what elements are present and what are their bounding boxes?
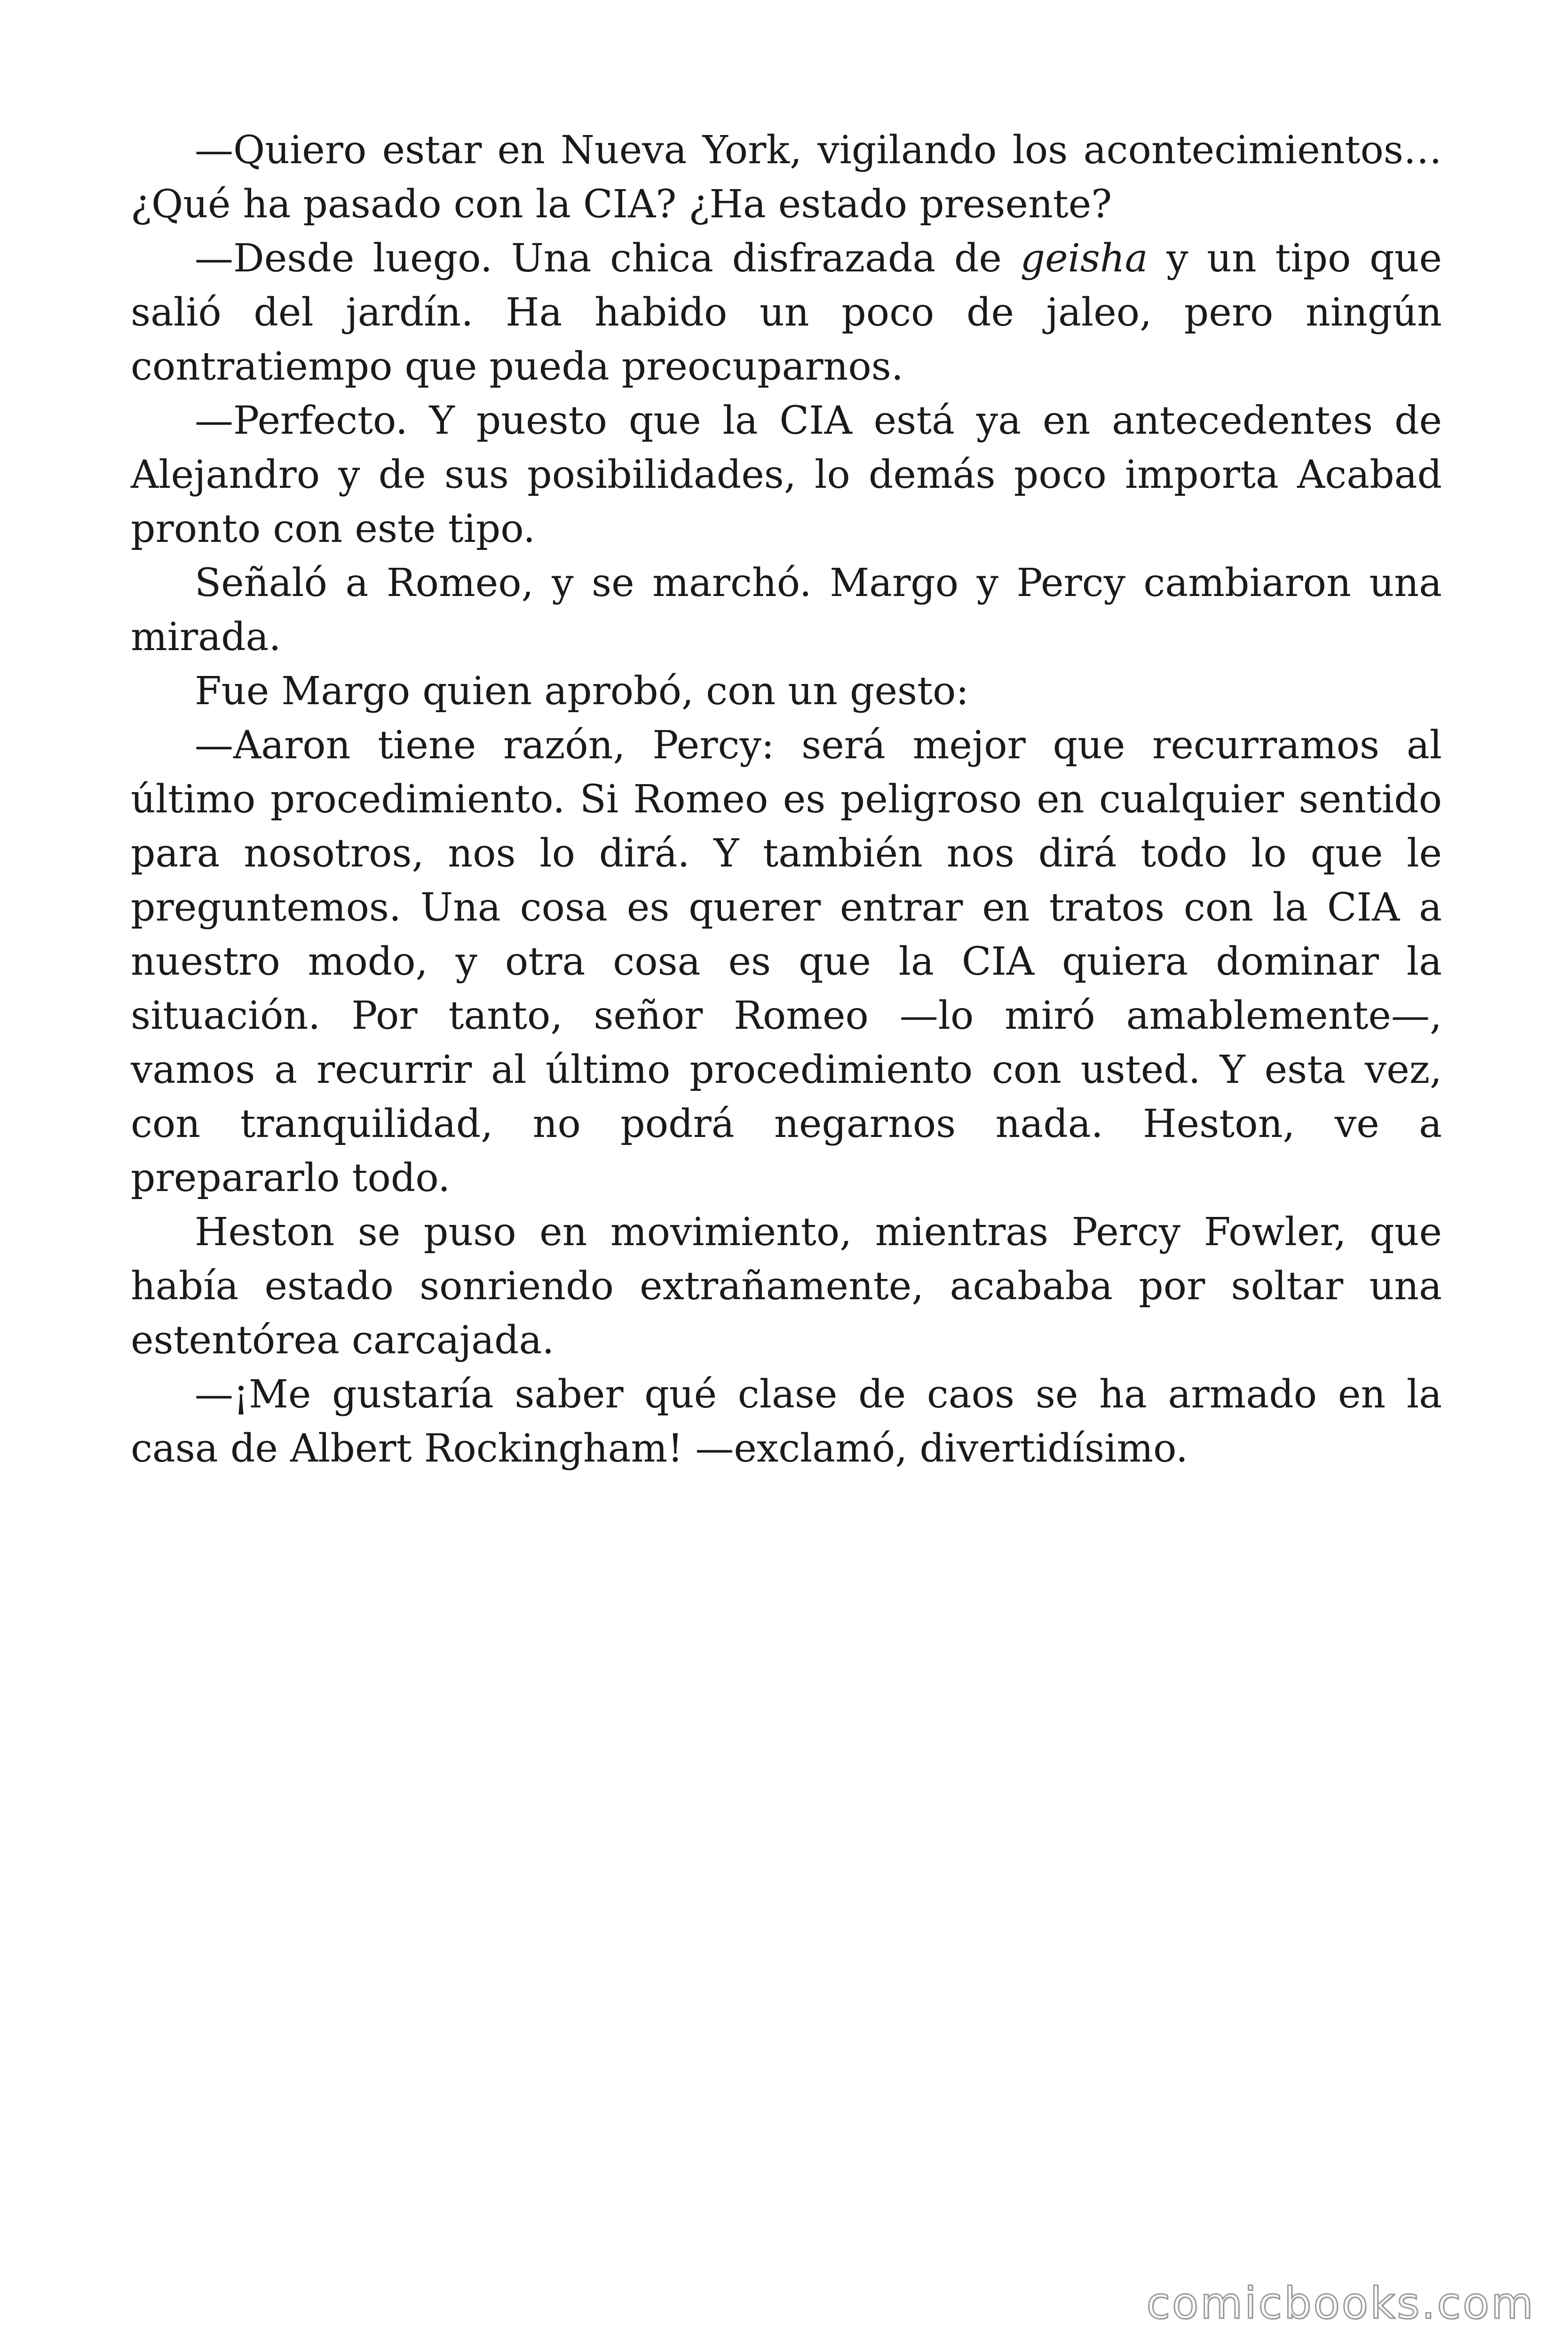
text-run: Fue Margo quien aprobó, con un gesto: xyxy=(195,669,969,714)
paragraph xyxy=(131,123,1442,231)
text-run: y un tipo que salió del jardín. Ha habido un poco de jaleo, pero ningún contratiempo que pueda preocuparnos. xyxy=(131,236,1442,389)
paragraph xyxy=(131,1205,1442,1367)
paragraph xyxy=(131,718,1442,1205)
paragraph xyxy=(131,556,1442,664)
text-run: —Perfecto. Y puesto que la CIA está ya en antecedentes de Alejandro y de sus posibilidades, lo demás poco importa Acabad pronto con este tipo. xyxy=(131,398,1442,551)
paragraph xyxy=(131,1367,1442,1476)
text-run: —Quiero estar en Nueva York, vigilando los acontecimientos… ¿Qué ha pasado con la CIA? ¿Ha estado presente? xyxy=(131,128,1442,227)
paragraph xyxy=(131,394,1442,556)
text-run: —Desde luego. Una chica disfrazada de xyxy=(195,236,1021,281)
text-run: Heston se puso en movimiento, mientras Percy Fowler, que había estado sonriendo extrañamente, acababa por soltar una estentórea carcajada. xyxy=(131,1210,1442,1363)
text-run: —Aaron tiene razón, Percy: será mejor que recurramos al último procedimiento. Si Romeo es peligroso en cualquier sentido para nosotros, nos lo dirá. Y también nos dirá todo lo que le preguntemos. Una cosa es querer entrar en tratos con la CIA a nuestro modo, y otra cosa es que la CIA quiera dominar la situación. Por tanto, señor Romeo —lo miró amablemente—, vamos a recurrir al último procedimiento con usted. Y esta vez, con tranquilidad, no podrá negarnos nada. Heston, ve a prepararlo todo. xyxy=(131,723,1442,1200)
text-run: Señaló a Romeo, y se marchó. Margo y Percy cambiaron una mirada. xyxy=(131,561,1442,660)
italic-text: geisha xyxy=(1020,236,1148,281)
text-run: —¡Me gustaría saber qué clase de caos se ha armado en la casa de Albert Rockingham! —exclamó, divertidísimo. xyxy=(131,1372,1442,1471)
watermark-logo: comicbooks.com xyxy=(1146,2278,1535,2328)
paragraph xyxy=(131,231,1442,394)
page-body-text xyxy=(131,123,1442,1476)
paragraph xyxy=(131,664,1442,718)
